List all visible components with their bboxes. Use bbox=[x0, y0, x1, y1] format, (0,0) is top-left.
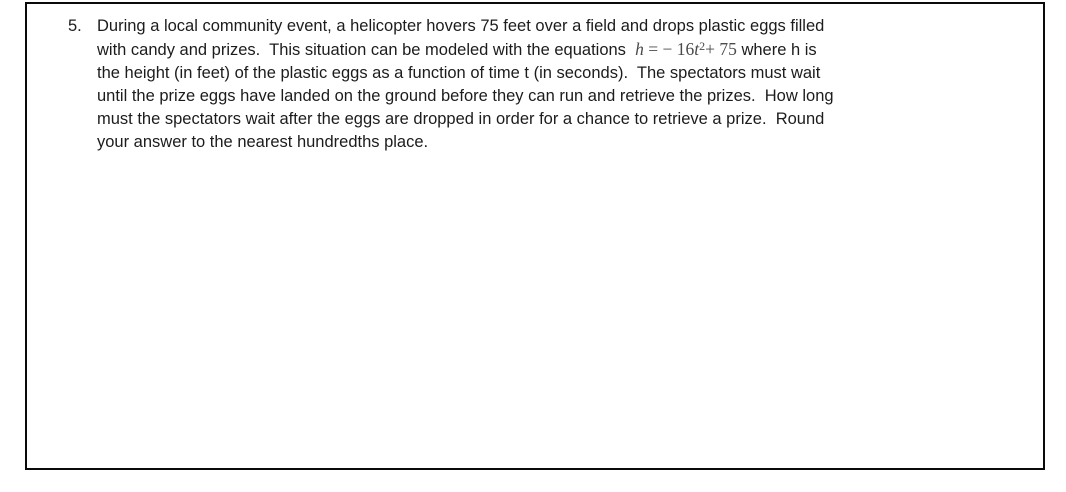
line2-after-equation: where h is bbox=[736, 41, 817, 59]
problem-line-2 bbox=[97, 38, 1032, 62]
equation-operator-segment: = − 16 bbox=[643, 39, 695, 59]
problem-border-box bbox=[25, 2, 1045, 470]
problem-line-1: During a local community event, a helicopter hovers 75 feet over a field and drops plastic eggs filled bbox=[97, 17, 825, 35]
problem-line-3: the height (in feet) of the plastic eggs as a function of time t (in seconds). The spectators must wait bbox=[97, 64, 821, 82]
problem-number: 5. bbox=[68, 17, 82, 35]
equation-var-h: h bbox=[635, 39, 644, 59]
problem-line-4: until the prize eggs have landed on the ground before they can run and retrieve the prizes. How long bbox=[97, 87, 834, 105]
problem-item bbox=[27, 4, 1043, 154]
equation bbox=[635, 39, 737, 59]
equation-exponent: 2 bbox=[699, 38, 706, 53]
problem-line-6: your answer to the nearest hundredths place. bbox=[97, 133, 429, 151]
problem-text bbox=[97, 15, 1032, 154]
equation-var-t: t bbox=[694, 39, 700, 59]
equation-tail-segment: + 75 bbox=[705, 39, 737, 59]
line2-before-equation: with candy and prizes. This situation can be modeled with the equations bbox=[97, 41, 636, 59]
problem-line-5: must the spectators wait after the eggs are dropped in order for a chance to retrieve a prize. Round bbox=[97, 110, 825, 128]
